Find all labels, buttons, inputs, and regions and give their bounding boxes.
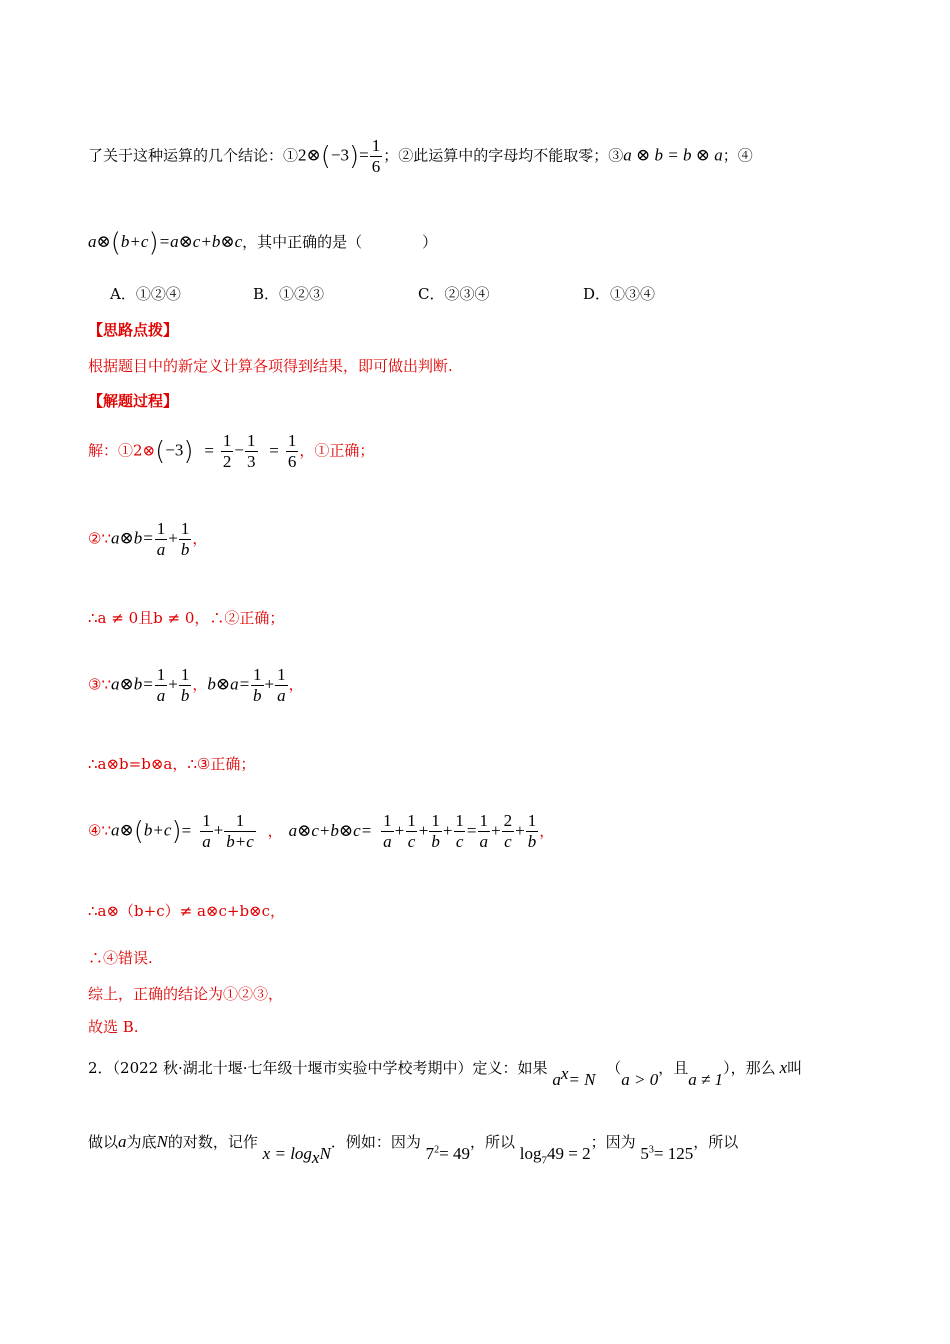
denominator: b: [527, 831, 537, 851]
option-b[interactable]: [253, 283, 324, 304]
math: x = log: [262, 1144, 312, 1163]
math: +: [213, 820, 224, 840]
paren: ): [171, 816, 182, 847]
solution-step-3: ∴a ≠ 0且b ≠ 0，∴②正确；: [88, 609, 285, 627]
numerator: 1: [235, 811, 245, 830]
numerator: 1: [277, 665, 286, 684]
math: = 125: [653, 1144, 694, 1163]
denominator: a: [383, 831, 392, 851]
denominator: a: [156, 685, 166, 705]
text: 叫: [787, 1059, 803, 1077]
fraction: [370, 137, 383, 176]
fraction: [381, 812, 394, 851]
math: x: [560, 1064, 569, 1083]
text: 做以: [88, 1133, 119, 1151]
solution-step-9: 综上，正确的结论为①②③，: [88, 985, 284, 1003]
denominator: c: [504, 831, 512, 851]
paren: (: [133, 816, 144, 847]
fraction: [155, 520, 168, 559]
solution-step-10: 故选 B.: [88, 1018, 139, 1036]
math: −: [234, 440, 244, 460]
def-formula: [552, 1064, 596, 1089]
fraction: [251, 666, 264, 705]
q1-conclusions-line2: [88, 228, 437, 258]
solution-step-5: ∴a⊗b=b⊗a，∴③正确；: [88, 755, 256, 773]
math: 49 = 2: [546, 1144, 591, 1163]
text: ②∵: [88, 529, 111, 548]
numerator: 1: [180, 519, 190, 538]
text: ，: [192, 529, 208, 548]
fraction: [502, 812, 515, 851]
denominator: 6: [371, 156, 381, 176]
operator: +: [418, 820, 429, 840]
option-key: D．: [583, 285, 611, 303]
log-def-formula: [262, 1144, 331, 1167]
numerator: 1: [527, 811, 537, 830]
option-a[interactable]: [110, 283, 181, 304]
math: a > 0: [621, 1070, 659, 1089]
text: ；④: [722, 146, 753, 165]
math: = 49: [439, 1144, 470, 1163]
text: ；②此运算中的字母均不能取零；③: [383, 146, 624, 165]
math: a ⊗ b = b ⊗ a: [623, 145, 723, 165]
text: ，: [267, 821, 283, 840]
numerator: 1: [407, 811, 416, 830]
paren: ): [148, 228, 159, 258]
math: +: [168, 528, 178, 548]
fraction: [526, 812, 539, 851]
text: ，①正确；: [299, 441, 375, 460]
operator: =: [466, 820, 477, 840]
math: a⊗b=: [111, 528, 154, 548]
text: 了关于这种运算的几个结论：①: [88, 146, 299, 165]
math: =a⊗c+b⊗c: [158, 232, 243, 251]
math: N: [319, 1144, 331, 1163]
numerator: 1: [156, 519, 166, 538]
denominator: b+c: [226, 831, 254, 851]
math: 3: [648, 1144, 654, 1156]
operator: +: [491, 820, 501, 840]
math: a⊗: [88, 232, 111, 251]
solution-step-6: [88, 812, 554, 851]
math: +: [264, 674, 275, 694]
operator: +: [394, 820, 405, 840]
math: x: [311, 1148, 320, 1167]
denominator: b: [180, 685, 190, 705]
math: =: [181, 820, 192, 840]
option-c[interactable]: [418, 283, 490, 304]
sum-terms: [380, 811, 555, 851]
text: ④∵: [88, 821, 111, 840]
q2-line2: [88, 1131, 739, 1167]
numerator: 1: [383, 811, 392, 830]
denominator: 2: [222, 451, 232, 471]
paren: (: [320, 141, 331, 172]
operator: +: [442, 820, 453, 840]
option-key: C．: [418, 285, 445, 303]
solution-step-4: [88, 666, 304, 705]
fraction: [453, 812, 466, 851]
text: ；因为: [590, 1133, 636, 1151]
denominator: b: [431, 831, 440, 851]
denominator: a: [202, 831, 211, 851]
numerator: 1: [180, 665, 190, 684]
paren: ): [349, 141, 360, 172]
text: ，: [288, 675, 304, 694]
math: = N: [568, 1070, 596, 1089]
option-text: ①②③: [279, 285, 325, 303]
fraction: [221, 432, 234, 471]
numerator: 1: [156, 665, 166, 684]
math: a⊗b=: [111, 674, 154, 694]
operator: +: [515, 820, 525, 840]
hint-title: 【思路点拨】: [88, 321, 179, 339]
text: 的对数，记作: [167, 1133, 258, 1151]
numerator: 2: [503, 811, 513, 830]
denominator: c: [407, 831, 416, 851]
fraction: [200, 812, 213, 851]
math: a: [118, 1132, 127, 1151]
text: ，: [192, 675, 208, 694]
text: 解：①2⊗: [88, 441, 156, 460]
math: a⊗c+b⊗c=: [288, 820, 373, 840]
denominator: b: [180, 539, 190, 559]
example-1-power: [426, 1144, 470, 1163]
math: N: [156, 1132, 168, 1151]
fraction: [224, 812, 256, 851]
math: −3: [330, 145, 350, 165]
numerator: 1: [253, 665, 262, 684]
math: +: [168, 674, 178, 694]
math: x: [779, 1058, 788, 1077]
math: a ≠ 1: [688, 1070, 724, 1089]
denominator: a: [277, 685, 286, 705]
text: （: [606, 1059, 622, 1077]
math: log: [519, 1144, 542, 1163]
numerator: 1: [247, 431, 256, 450]
solution-step-7: ∴a⊗（b+c）≠ a⊗c+b⊗c，: [88, 902, 286, 920]
math: =: [269, 440, 279, 460]
text: ，所以: [469, 1133, 515, 1151]
option-text: ①②④: [135, 285, 181, 303]
option-key: B．: [253, 285, 280, 303]
fraction: [478, 812, 491, 851]
q1-conclusions-line1: [88, 137, 753, 176]
paren: (: [155, 436, 166, 467]
fraction: [155, 666, 168, 705]
solution-step-2: [88, 520, 207, 559]
option-key: A．: [110, 285, 136, 303]
option-text: ②③④: [444, 285, 490, 303]
numerator: 1: [479, 811, 489, 830]
math: 5: [640, 1144, 649, 1163]
fraction: [429, 812, 442, 851]
math: a⊗: [111, 820, 134, 840]
math: =: [359, 145, 369, 165]
math: 2: [434, 1144, 440, 1156]
fraction: [286, 432, 299, 471]
numerator: 1: [287, 431, 297, 450]
math: a: [552, 1070, 561, 1089]
denominator: a: [156, 539, 166, 559]
hint-text: 根据题目中的新定义计算各项得到结果，即可做出判断.: [88, 357, 453, 375]
fraction: [179, 666, 192, 705]
q2-line1: [88, 1052, 803, 1089]
math: −3: [165, 440, 184, 460]
text: 2．（2022 秋·湖北十堰·七年级十堰市实验中学校考期中）定义：如果: [88, 1059, 548, 1077]
denominator: c: [455, 831, 464, 851]
numerator: 1: [431, 811, 440, 830]
example-1-log: [519, 1144, 591, 1167]
paren: (: [110, 228, 121, 258]
fraction: [405, 812, 418, 851]
math: 2⊗: [298, 145, 321, 165]
numerator: 1: [455, 811, 464, 830]
denominator: 6: [287, 451, 297, 471]
math: b+c: [120, 232, 149, 251]
denominator: a: [479, 831, 489, 851]
option-text: ①③④: [610, 285, 656, 303]
process-title: 【解题过程】: [88, 392, 179, 410]
solution-step-8: ∴④错误.: [88, 949, 153, 967]
math: =: [204, 440, 214, 460]
numerator: 1: [202, 811, 211, 830]
fraction: [275, 666, 288, 705]
math: 7: [541, 1154, 547, 1167]
fraction: [179, 520, 192, 559]
solution-step-1: [88, 432, 374, 471]
numerator: 1: [371, 136, 381, 155]
math: b+c: [143, 820, 172, 840]
numerator: 1: [222, 431, 232, 450]
text: ，且: [658, 1059, 689, 1077]
denominator: 3: [247, 451, 256, 471]
operator: ，: [539, 821, 555, 840]
paren: ): [183, 436, 194, 467]
math: b⊗a=: [207, 674, 251, 694]
fraction: [245, 432, 258, 471]
text: ．例如：因为: [330, 1133, 421, 1151]
example-2-power: [640, 1144, 693, 1163]
text: ），那么: [723, 1059, 776, 1077]
denominator: b: [253, 685, 262, 705]
option-d[interactable]: [583, 283, 655, 304]
text: ③∵: [88, 675, 111, 694]
text: ，其中正确的是（ ）: [242, 233, 438, 251]
math: 7: [425, 1144, 435, 1163]
text: ，所以: [693, 1133, 739, 1151]
text: 为底: [126, 1133, 157, 1151]
